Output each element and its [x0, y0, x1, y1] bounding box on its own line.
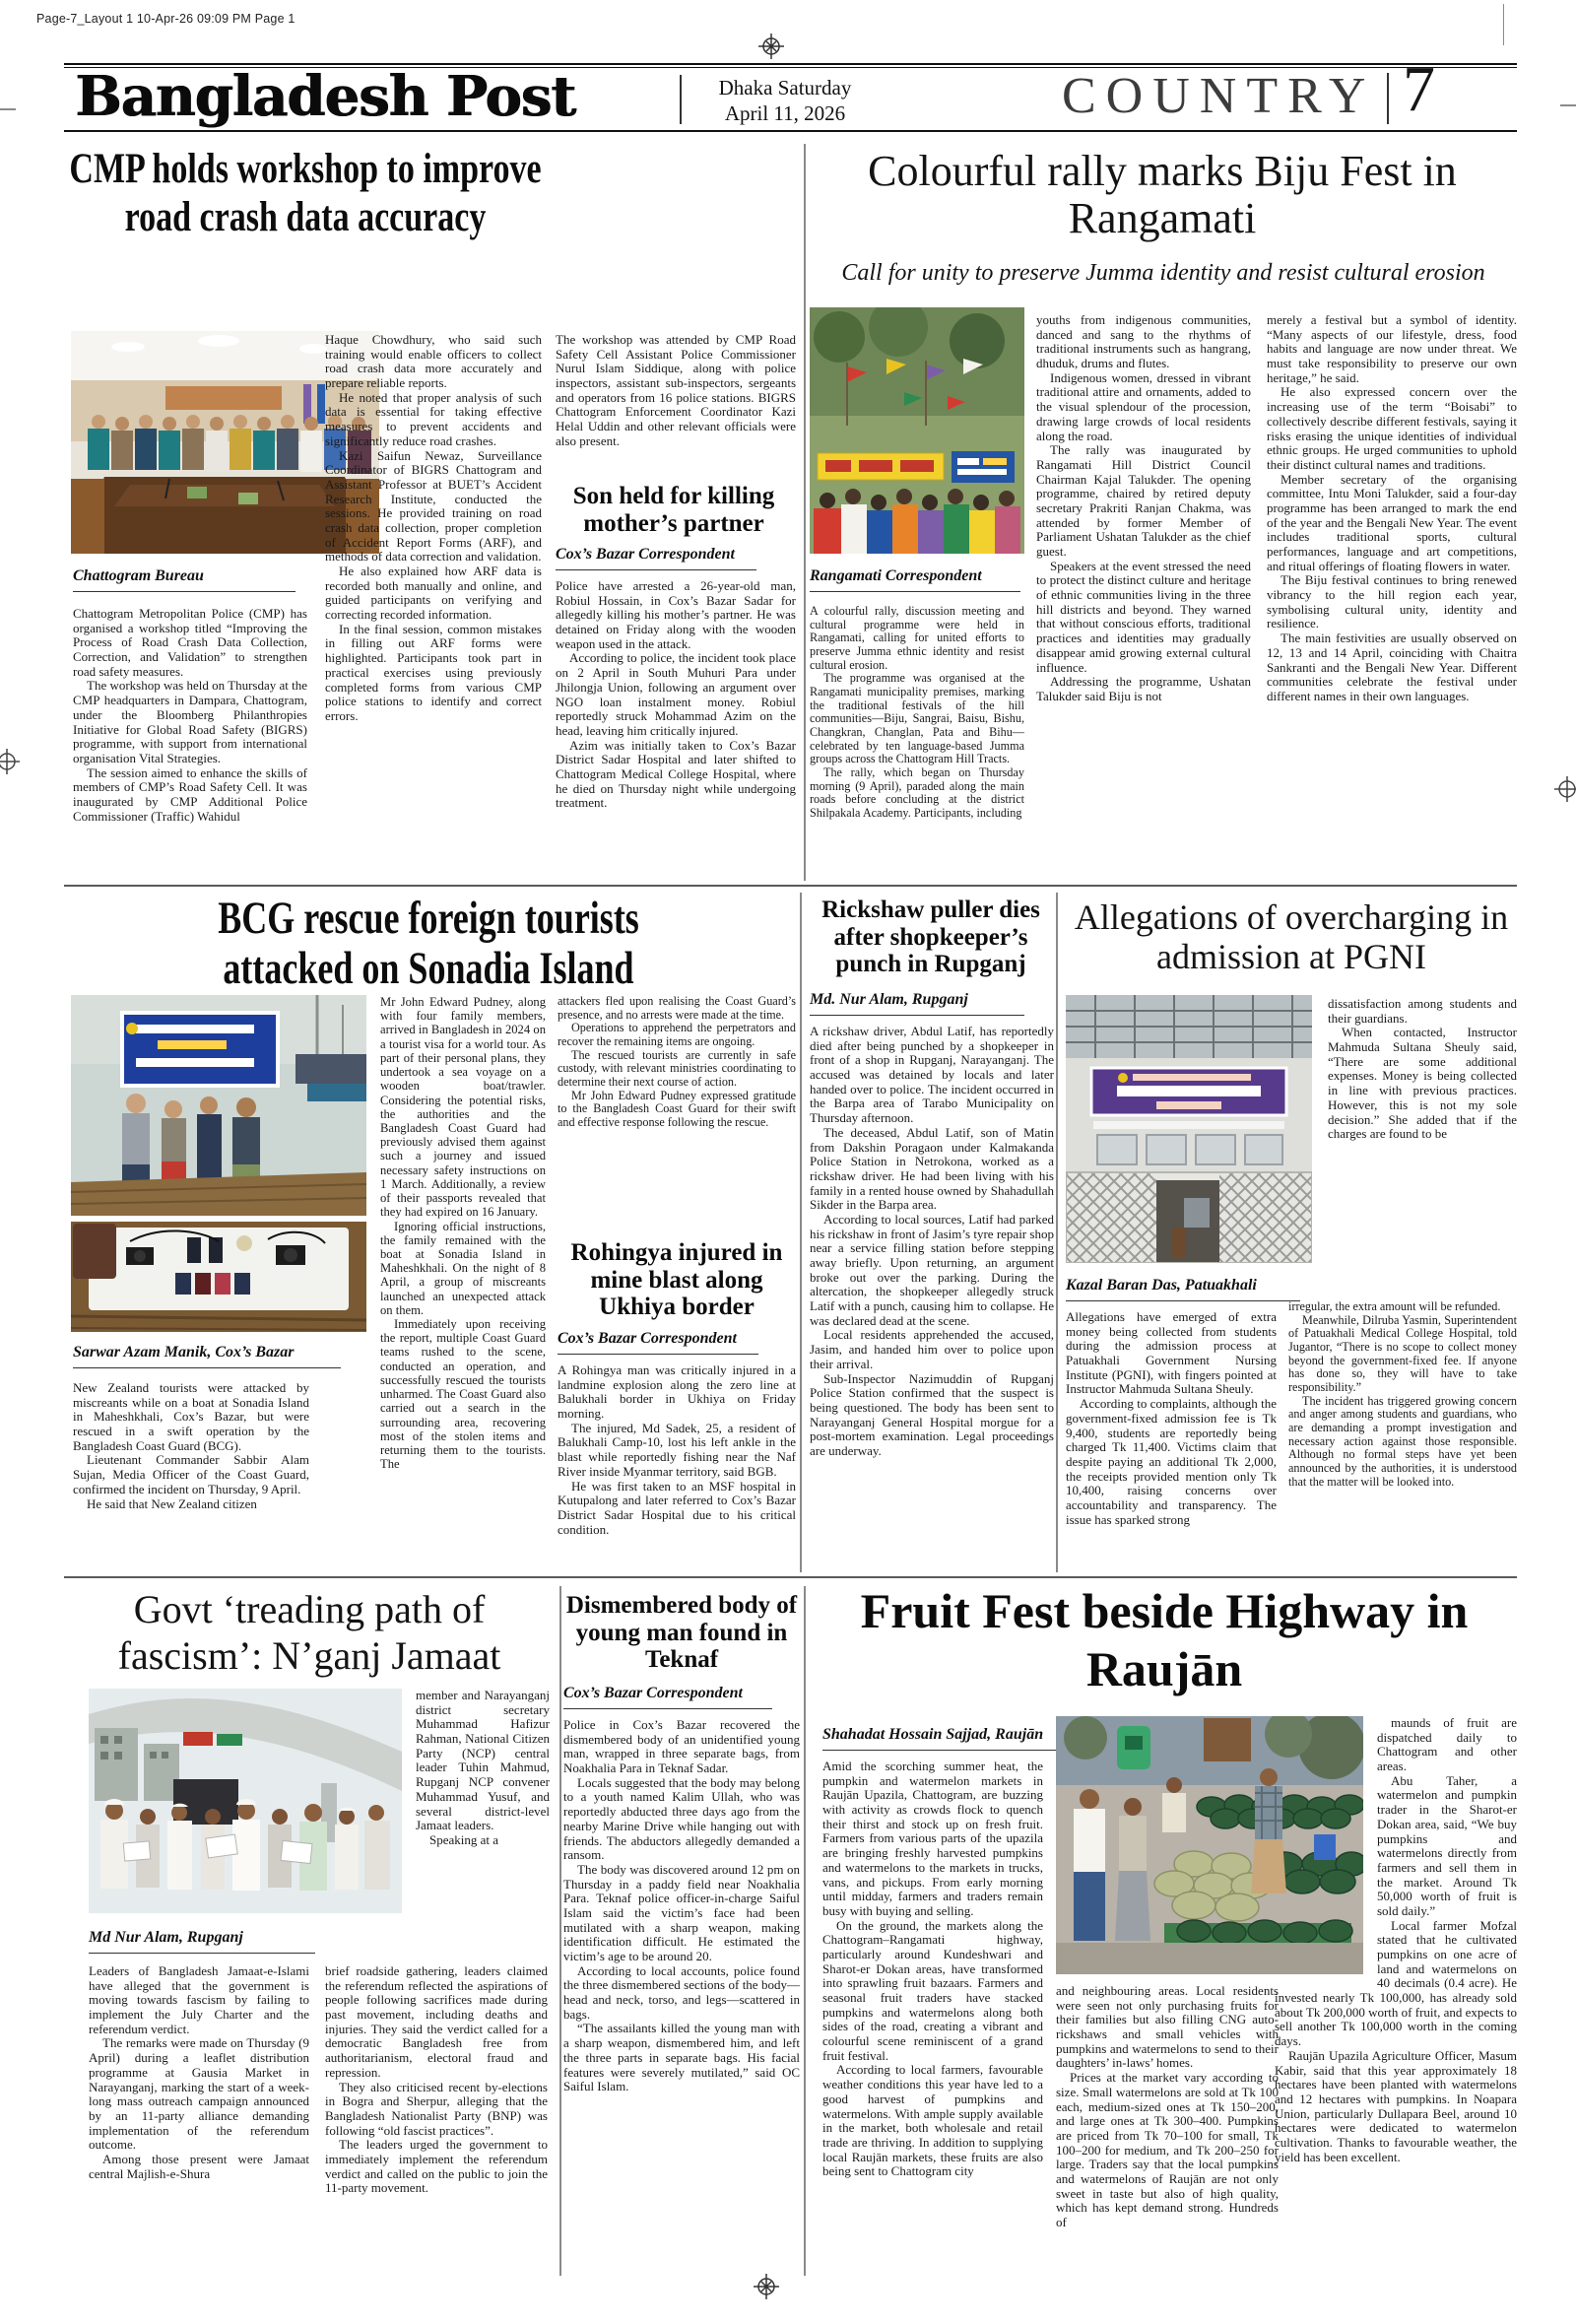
fruit-column-3: maunds of fruit are dispatched daily to Chattogram and other areas. Abu Taher, a watermelon and pumpkin trader in the Sharot-er Dokan area, said, “We buy pumpkins and watermelons directly from farmers and sell them in the market. Around Tk 50,000 worth of fruit is sold daily.” Local farmer Mofzal stated that he cultivated pumpkins on one acre of land and watermelons on 40 decimals (0.4 acre). He invested nearly Tk 100,000, has already sold about Tk 200,000 worth of fruit, and expects to sell another Tk 100,000 worth in the coming days. Raujān Upazila Agriculture Officer, Masum Kabir, said that this year approximately 18 hectares have been planted with watermelons and 12 hectares with pumpkins. In Noapara Union, particularly Dullapara Beel, around 10 hectares were dedicated to watermelon cultivation. Thanks to favourable weather, the yield has been excellent. [1275, 1716, 1517, 2164]
section-title: COUNTRY [1062, 68, 1376, 124]
biju-column-b: youths from indigenous communities, danced and sang to the rhythms of traditional instruments such as hangrang, dhuduk, drums and flutes. Indigenous women, dressed in vibrant traditional attire and ornaments, added to the visual splendour of the procession, drawing large crowds of local residents along the road. The rally was inaugurated by Rangamati Hill District Council Chairman Kajal Talukder. The opening programme, chaired by retired deputy secretary Prakriti Ranjan Chakma, was attended by former Member of Parliament Ushatan Talukder as the chief guest. Speakers at the event stressed the need to protect the distinct culture and heritage of ethnic communities living in the three hill districts and beyond. They warned that without conscious efforts, traditional practices and identities may gradually disappear amid growing external cultural influence. Addressing the programme, Ushatan Talukder said Biju is not [1036, 313, 1251, 703]
bcg-recovered-items-photo [71, 1222, 366, 1332]
biju-byline: Rangamati Correspondent [810, 567, 1020, 592]
jamaat-byline: Md Nur Alam, Rupganj [89, 1929, 315, 1954]
rickshaw-byline: Md. Nur Alam, Rupganj [810, 991, 1024, 1016]
bcg-tourists-photo [71, 995, 366, 1216]
print-slug: Page-7_Layout 1 10-Apr-26 09:09 PM Page 1 [36, 12, 296, 26]
teknaf-byline: Cox’s Bazar Correspondent [563, 1685, 772, 1709]
date-line-1: Dhaka Saturday [718, 76, 852, 100]
pgni-headline: Allegations of overcharging in admission at PGNI [1074, 897, 1509, 976]
pgni-byline: Kazal Baran Das, Patuakhali [1066, 1277, 1300, 1301]
crop-mark-left [0, 108, 16, 110]
rohingya-headline: Rohingya injured in mine blast along Ukhiya border [570, 1239, 783, 1320]
jamaat-column-2: brief roadside gathering, leaders claimed the referendum reflected the aspirations of people following sacrifices made during past movement, including deaths and injuries. They said the verdict called for a democratic Bangladesh free from authoritarianism, electoral fraud and repression. They also criticised recent by-elections in Bogra and Sherpur, alleging that the Bangladesh Nationalist Party (BNP) was following “old fascist practices”. The leaders urged the government to immediately implement the referendum verdict and called on the public to join the 11-party movement. [325, 1964, 548, 2196]
registration-mark-bottom [752, 2266, 781, 2307]
rickshaw-body: A rickshaw driver, Abdul Latif, has reportedly died after being punched by a shopkeeper in front of a shop in Rupganj, Narayanganj. The accused was detained by locals and later handed over to police. The incident occurred in the Barpa area of Tarabo Municipality on Thursday afternoon. The deceased, Abdul Latif, son of Matin from Dakshin Poragaon under Kalmakanda Police Station in Netrokona, worked as a rickshaw driver. He had been living with his family in a rented house owned by Shahadullah Sikder in the Barpa area. According to local sources, Latif had parked his rickshaw in front of Jasim’s tyre repair shop near a service filling station before stepping away briefly. Upon returning, an argument broke out over the parking. During the altercation, the shopkeeper allegedly struck Latif with a punch, causing him to collapse. He was declared dead at the scene. Local residents apprehended the accused, Jasim, and handed him over to police upon their arrival. Sub-Inspector Nazimuddin of Rupganj Police Station confirmed that the suspect is being questioned. The body has been sent to Narayanganj General Hospital morgue for a post-mortem examination. Legal proceedings are underway. [810, 1025, 1054, 1458]
column-rule-band1 [804, 144, 806, 881]
jamaat-headline: Govt ‘treading path of fascism’: N’ganj Jamaat [117, 1587, 501, 1679]
fruit-headline: Fruit Fest beside Highway in Raujān [860, 1583, 1469, 1696]
cmp-headline: CMP holds workshop to improve road crash data accuracy [69, 146, 542, 241]
bcg-column-3: attackers fled upon realising the Coast Guard’s presence, and no arrests were made at the time. Operations to apprehend the perpetrators and recover the remaining items are ongoing. The rescued tourists are currently in safe custody, with relevant ministries coordinating to determine their next course of action. Mr John Edward Pudney expressed gratitude to the Bangladesh Coast Guard for their swift and effective response following the rescue. [558, 995, 796, 1129]
column-rule-band2-b [1056, 893, 1058, 1572]
teknaf-body-text: Police in Cox’s Bazar recovered the dismembered body of an unidentified young man, wrapped in three separate bags, from Noakhalia Para in Teknaf Sadar. Locals suggested that the body may belong to a youth named Kalim Ullah, who was reportedly abducted three days ago from the nearby Marine Drive while hanging out with friends. The abductors allegedly demanded a ransom. The body was discovered around 12 pm on Thursday in a paddy field near Noakhalia Para. Teknaf police officer-in-charge Saiful Islam said the victim’s face had been mutilated with a sharp weapon, making identification difficult. He estimated the victim’s age to be around 20. According to local accounts, police found the three dismembered sections of the body—head and neck, torso, and legs—scattered in bags. “The assailants killed the young man with a sharp weapon, dismembered him, and left the three parts in separate bags. His facial features were severely mutilated,” said OC Saiful Islam. [563, 1718, 800, 2094]
son-held-byline: Cox’s Bazar Correspondent [556, 546, 756, 570]
rohingya-byline: Cox’s Bazar Correspondent [558, 1330, 758, 1355]
date-line-2: April 11, 2026 [724, 101, 846, 125]
biju-rally-photo [810, 307, 1024, 554]
registration-mark-top [756, 26, 786, 67]
cmp-column-3: The workshop was attended by CMP Road Safety Cell Assistant Police Commissioner Nurul Islam Siddique, along with police inspectors, assistant sub-inspectors, sergeants and operators from 16 police stations. BIGRS Chattogram Enforcement Coordinator Kazi Helal Uddin and other relevant officials were also present. [556, 333, 796, 448]
pgni-column-2: irregular, the extra amount will be refunded. Meanwhile, Dilruba Yasmin, Superintendent of Patuakhali Medical College Hospital, told Jugantor, “There is no scope to collect money beyond the government-fixed fee. If anyone has done so, they will have to take responsibility.” The incident has triggered growing concern and anger among students and guardians, who are demanding a prompt investigation and necessary action against those responsible. Although no formal steps have yet been announced by the authorities, it is understood that the matter will be looked into. [1288, 1300, 1517, 1489]
bcg-column-2: Mr John Edward Pudney, along with four family members, arrived in Bangladesh in 2024 on a tourist visa for a world tour. As part of their personal plans, they undertook a sea voyage on a wooden boat/trawler. Considering the potential risks, the authorities and the Bangladesh Coast Guard had previously advised them against such a journey and issued necessary safety instructions on 1 March. Additionally, a review of their passports revealed that they had expired on 16 January. Ignoring official instructions, the family remained with the boat at Sonadia Island in Maheshkhali. On the night of 8 April, a group of miscreants launched an unexpected attack on them. Immediately upon receiving the report, multiple Coast Guard teams rushed to the scene, conducted an operation, and successfully rescued the tourists unharmed. The Coast Guard also carried out a search in the surrounding area, recovering most of the stolen items and returning them to the tourists. The [380, 995, 546, 1472]
jamaat-leaflet-photo [89, 1689, 402, 1913]
crop-mark-right [1560, 104, 1576, 106]
band-rule-2 [64, 1576, 1517, 1578]
masthead-dateline [691, 75, 879, 126]
fruit-column-1: Amid the scorching summer heat, the pumpkin and watermelon markets in Raujān Upazila, Chattogram, are buzzing with activity as crowds flock to quench their thirst and stock up on fresh fruit. Farmers from various parts of the upazila are bringing freshly harvested pumpkins and watermelons to the markets in trucks, vans, and pickups. From early morning until midday, farmers and traders remain busy with buying and selling. On the ground, the markets along the Chattogram–Rangamati highway, particularly around Kundeshwari and Sharot-er Dokan areas, have transformed into sprawling fruit bazaars. Farmers and seasonal fruit traders have stacked pumpkins and watermelons along both sides of the road, creating a vibrant and colourful scene reminiscent of a grand fruit festival. According to local farmers, favourable weather conditions this year have led to a good harvest of pumpkins and watermelons. With ample supply available in the market, both wholesale and retail trade are thriving. In addition to supplying local Raujān markets, these fruits are also being sent to Chattogram city [822, 1760, 1043, 2179]
photo-wrap-spacer [1275, 1716, 1377, 1984]
cmp-column-1: Chattogram Metropolitan Police (CMP) has organised a workshop titled “Improving the Process of Road Crash Data Collection, Correction, and Validation” to strengthen road safety measures. The workshop was held on Thursday at the CMP headquarters in Dampara, Chattogram, under the Bloomberg Philanthropies Initiative for Global Road Safety (BIGRS) programme, with support from international organisation Vital Strategies. The session aimed to enhance the skills of members of CMP’s Road Safety Cell. It was inaugurated by CMP Additional Police Commissioner (Traffic) Wahidul [73, 607, 307, 824]
bcg-headline: BCG rescue foreign tourists attacked on Sonadia Island [218, 893, 639, 994]
son-held-headline: Son held for killing mother’s partner [572, 483, 775, 537]
pgni-building-photo [1066, 995, 1312, 1263]
fruit-byline: Shahadat Hossain Sajjad, Raujān [822, 1726, 1081, 1751]
rickshaw-headline: Rickshaw puller dies after shopkeeper’s punch in Rupganj [821, 896, 1040, 977]
column-rule-band3-b [804, 1586, 806, 2276]
pgni-column-1: Allegations have emerged of extra money being collected from students during the admission process at Patuakhali Government Nursing Institute (PGNI), with fingers pointed at Instructor Mahmuda Sultana Sheuly. According to complaints, although the government-fixed admission fee is Tk 9,400, students are reportedly being charged Tk 11,400. Victims claim that despite paying an additional Tk 2,000, the receipts provided mention only Tk 10,400, raising concerns over accountability and transparency. The issue has sparked strong [1066, 1310, 1277, 1527]
rohingya-body: A Rohingya man was critically injured in a landmine explosion along the zero line at Balukhali border in Ukhiya on Friday morning. The injured, Md Sadek, 25, a resident of Balukhali Camp-10, lost his left ankle in the blast while reportedly fishing near the Naf River inside Myanmar territory, said BGB. He was first taken to an MSF hospital in Kutupalong and later referred to Cox’s Bazar District Sadar Hospital due to his critical condition. [558, 1363, 796, 1537]
biju-column-a: A colourful rally, discussion meeting and cultural programme were held in Rangamati, calling for united efforts to preserve Jumma ethnic identity and resist cultural erosion. The programme was organised at the Rangamati municipality premises, marking the traditional festivals of the hill communities—Biju, Sangrai, Baisu, Bishu, Changkran, Changlan, Pata and Bihu—celebrated by ten language-based Jumma groups across the Chattogram Hill Tracts. The rally, which began on Thursday morning (9 April), paraded along the main roads before concluding at the district Shilpakala Academy. Participants, including [810, 605, 1024, 820]
biju-headline: Colourful rally marks Biju Fest in Rangamati [868, 147, 1457, 243]
biju-column-c: merely a festival but a symbol of identity. “Many aspects of our lifestyle, dress, food habits and language are now under threat. We must take responsibility to preserve our own heritage,” he said. He also expressed concern over the increasing use of the term “Boisabi” to collectively describe different festivals, saying it risks erasing the unique identities of individual ethnic groups. He urged communities to uphold their distinct cultural names and traditions. Member secretary of the organising committee, Intu Moni Talukder, said a four-day programme has been arranged to mark the end of the year and the Bengali New Year. The event includes traditional sports, cultural performances, language and art competitions, and ritual offerings of floating flowers in water. The Biju festival continues to bring renewed vibrancy to the hill region each year, symbolising cultural unity, identity and resilience. The main festivities are usually observed on 12, 13 and 14 April, coinciding with Chaitra Sankranti and the Bengali New Year. Different communities celebrate the festival under different names in their own languages. [1267, 313, 1517, 703]
column-rule-band3-a [559, 1586, 561, 2276]
newspaper-title: Bangladesh Post [75, 64, 575, 129]
bcg-column-1: New Zealand tourists were attacked by miscreants while on a boat at Sonadia Island in Maheshkhali, Cox’s Bazar, but were rescued in a swift operation by the Bangladesh Coast Guard (BCG). Lieutenant Commander Sabbir Alam Sujan, Media Officer of the Coast Guard, confirmed the incident on Thursday, 9 April. He said that New Zealand citizen [73, 1381, 309, 1511]
crop-mark-top-right [1503, 4, 1504, 45]
jamaat-side-column: member and Narayanganj district secretary Muhammad Hafizur Rahman, National Citizen Party (NCP) central leader Tuhin Mahmud, Rupganj NCP convener Muhammad Yusuf, and several district-level Jamaat leaders. Speaking at a [416, 1689, 550, 1847]
son-held-body: Police have arrested a 26-year-old man, Robiul Hossain, in Cox’s Bazar Sadar for allegedly killing his mother’s partner. He was detained on Friday along with the wooden weapon used in the attack. According to police, the incident took place on 2 April in South Muhuri Para under Jhilongja Union, following an argument over NGO loan instalment money. Robiul reportedly struck Mohammad Azim on the head, leaving him critically injured. Azim was initially taken to Cox’s Bazar District Sadar Hospital and later shifted to Chattogram Medical College Hospital, where he died on Thursday night while undergoing treatment. [556, 579, 796, 811]
cmp-column-2: Haque Chowdhury, who said such training would enable officers to collect road crash data more accurately and prepare reliable reports. He noted that proper analysis of such data is essential for taking effective measures to prevent accidents and significantly reduce road crashes. Kazi Saifun Newaz, Surveillance Coordinator of BIGRS Chattogram and Assistant Professor at BUET’s Accident Research Institute, conducted the sessions. He provided training on road crash data collection, proper completion of Accident Report Forms (ARF), and methods of data correction and validation. He also explained how ARF data is recorded both manually and online, and guided participants on verifying and correcting recorded information. In the final session, common mistakes in filling out ARF forms were highlighted. Participants took part in practical exercises using previously completed forms from various CMP police stations to identify and correct errors. [325, 333, 542, 723]
column-rule-band2-a [800, 893, 802, 1572]
teknaf-headline: Dismembered body of young man found in Teknaf [565, 1592, 798, 1673]
registration-mark-right [1552, 768, 1576, 810]
band-rule-1 [64, 885, 1517, 887]
cmp-byline: Chattogram Bureau [73, 567, 296, 592]
pgni-side-column: dissatisfaction among students and their guardians. When contacted, Instructor Mahmuda Sultana Sheuly said, “There are some additional expenses. Money is being collected in line with previous practices. However, this is not my sole decision.” She added that if the charges are found to be [1328, 997, 1517, 1142]
registration-mark-left [0, 741, 22, 782]
fruit-column-2: and neighbouring areas. Local residents were seen not only purchasing fruits for their families but also filling CNG auto-rickshaws and small vehicles with pumpkins and watermelons to send to their daughters’ in-laws’ homes. Prices at the market vary according to size. Small watermelons are sold at Tk 100 each, medium-sized ones at Tk 150–200, and large ones at Tk 300–400. Pumpkins are priced from Tk 70–100 for small, Tk 100–200 for medium, and Tk 200–250 for large. Traders say that the local pumpkins and watermelons of Raujān are not only sweet in taste but also of high quality, which has kept demand strong. Hundreds of [1056, 1984, 1279, 2229]
jamaat-column-1: Leaders of Bangladesh Jamaat-e-Islami have alleged that the government is moving towards fascism by failing to implement the July Charter and the referendum verdict. The remarks were made on Thursday (9 April) during a leaflet distribution programme at Gausia Market in Narayanganj, marking the start of a week-long mass outreach campaign announced by an 11-party alliance demanding implementation of the referendum outcome. Among those present were Jamaat central Majlish-e-Shura [89, 1964, 309, 2181]
page-number: 7 [1403, 53, 1435, 125]
biju-subhead: Call for unity to preserve Jumma identity and resist cultural erosion [841, 260, 1485, 286]
bcg-byline: Sarwar Azam Manik, Cox’s Bazar [73, 1344, 341, 1368]
